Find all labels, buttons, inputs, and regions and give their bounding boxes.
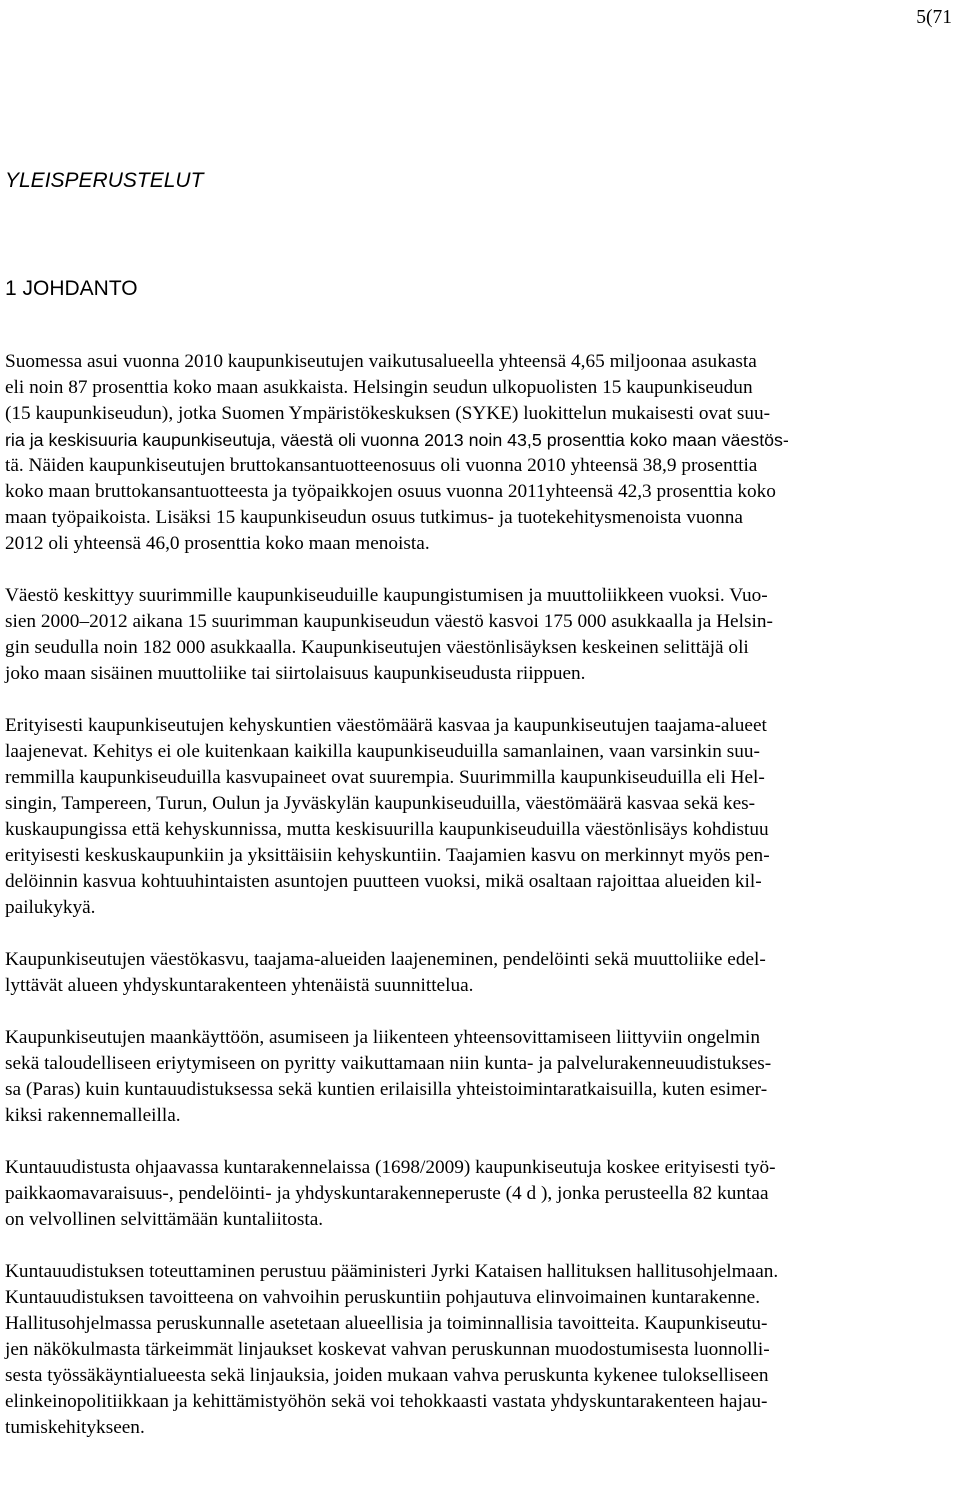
text-line: tä. Näiden kaupunkiseutujen bruttokansantuotteenosuus oli vuonna 2010 yhteensä 38,9 prosenttia: [5, 455, 758, 476]
text-line: eli noin 87 prosenttia koko maan asukkaista. Helsingin seudun ulkopuolisten 15 kaupunkiseudun: [5, 377, 753, 398]
text-line: Kuntauudistuksen tavoitteena on vahvoihin peruskuntiin pohjautuva elinvoimainen kuntarakenne.: [5, 1287, 761, 1308]
text-line: delöinnin kasvua kohtuuhintaisten asuntojen puutteen vuoksi, mikä osaltaan rajoittaa alueiden kil-: [5, 871, 762, 892]
text-line: erityisesti keskuskaupunkiin ja yksittäisiin kehyskuntiin. Taajamien kasvu on merkinnyt myös pen-: [5, 845, 770, 866]
text-line: laajenevat. Kehitys ei ole kuitenkaan kaikilla kaupunkiseuduilla samanlainen, vaan varsinkin suu-: [5, 741, 760, 762]
text-line: Suomessa asui vuonna 2010 kaupunkiseutujen vaikutusalueella yhteensä 4,65 miljoonaa asukasta: [5, 351, 757, 372]
text-line: sien 2000–2012 aikana 15 suurimman kaupunkiseudun väestö kasvoi 175 000 asukkaalla ja Helsin-: [5, 611, 773, 632]
text-line: paikkaomavaraisuus-, pendelöinti- ja yhdyskuntarakenneperuste (4 d ), jonka perusteella 82 kuntaa: [5, 1183, 769, 1204]
text-line: Kuntauudistuksen toteuttaminen perustuu pääministeri Jyrki Kataisen hallituksen hallitusohjelmaan.: [5, 1261, 779, 1282]
text-line: ria ja keskisuuria kaupunkiseutuja, väestä oli vuonna 2013 noin 43,5 prosenttia koko maan väestös-: [5, 430, 789, 450]
paragraph: [5, 1259, 955, 1441]
page-number: 5(71: [916, 7, 952, 28]
text-line: on velvollinen selvittämään kuntaliitosta.: [5, 1209, 324, 1230]
paragraph: [5, 947, 955, 999]
text-line: Kuntauudistusta ohjaavassa kuntarakennelaissa (1698/2009) kaupunkiseutuja koskee erityisesti työ-: [5, 1157, 776, 1178]
text-line: (15 kaupunkiseudun), jotka Suomen Ympäristökeskuksen (SYKE) luokittelun mukaisesti ovat suu-: [5, 403, 771, 424]
text-line: pailukykyä.: [5, 897, 96, 918]
paragraph: [5, 1155, 955, 1233]
text-line: singin, Tampereen, Turun, Oulun ja Jyväskylän kaupunkiseuduilla, väestömäärä kasvaa sekä kes-: [5, 793, 756, 814]
text-line: sesta työssäkäyntialueesta sekä linjauksia, joiden mukaan vahva peruskunta kykenee tulokselliseen: [5, 1365, 769, 1386]
text-line: kuskaupungissa että kehyskunnissa, mutta keskisuurilla kaupunkiseuduilla väestönlisäys kohdistuu: [5, 819, 769, 840]
paragraph: [5, 583, 955, 687]
body-text: [5, 349, 955, 1441]
chapter-heading: 1 JOHDANTO: [5, 277, 138, 300]
text-line: Kaupunkiseutujen maankäyttöön, asumiseen ja liikenteen yhteensovittamiseen liittyviin ongelmin: [5, 1027, 761, 1048]
text-line: tumiskehitykseen.: [5, 1417, 145, 1438]
text-line: remmilla kaupunkiseuduilla kasvupaineet ovat suurempia. Suurimmilla kaupunkiseuduilla eli Hel-: [5, 767, 765, 788]
paragraph: [5, 349, 955, 557]
text-line: maan työpaikoista. Lisäksi 15 kaupunkiseudun osuus tutkimus- ja tuotekehitysmenoista vuonna: [5, 507, 743, 528]
text-line: koko maan bruttokansantuotteesta ja työpaikkojen osuus vuonna 2011yhteensä 42,3 prosenttia koko: [5, 481, 776, 502]
text-line: joko maan sisäinen muuttoliike tai siirtolaisuus kaupunkiseudusta riippuen.: [5, 663, 586, 684]
text-line: gin seudulla noin 182 000 asukkaalla. Kaupunkiseutujen väestönlisäyksen keskeinen selittäjä oli: [5, 637, 749, 658]
text-line: Kaupunkiseutujen väestökasvu, taajama-alueiden laajeneminen, pendelöinti sekä muuttoliike edel-: [5, 949, 766, 970]
text-line: Erityisesti kaupunkiseutujen kehyskuntien väestömäärä kasvaa ja kaupunkiseutujen taajama-alueet: [5, 715, 767, 736]
text-line: Hallitusohjelmassa peruskunnalle asetetaan alueellisia ja toiminnallisia tavoitteita. Kaupunkiseutu-: [5, 1313, 768, 1334]
text-line: jen näkökulmasta tärkeimmät linjaukset koskevat vahvan peruskunnan muodostumisesta luonnolli-: [5, 1339, 770, 1360]
text-line: sa (Paras) kuin kuntauudistuksessa sekä kuntien erilaisilla yhteistoimintaratkaisuilla, kuten esimer-: [5, 1079, 768, 1100]
text-line: elinkeinopolitiikkaan ja kehittämistyöhön sekä voi tehokkaasti vastata yhdyskuntarakenteen hajau-: [5, 1391, 768, 1412]
text-line: lyttävät alueen yhdyskuntarakenteen yhtenäistä suunnittelua.: [5, 975, 474, 996]
text-line: kiksi rakennemalleilla.: [5, 1105, 181, 1126]
section-label: YLEISPERUSTELUT: [5, 169, 204, 192]
paragraph: [5, 1025, 955, 1129]
text-line: Väestö keskittyy suurimmille kaupunkiseuduille kaupungistumisen ja muuttoliikkeen vuoksi. Vuo-: [5, 585, 768, 606]
paragraph: [5, 713, 955, 921]
text-line: sekä taloudelliseen eriytymiseen on pyritty vaikuttamaan niin kunta- ja palvelurakenneuudistukses-: [5, 1053, 772, 1074]
text-line: 2012 oli yhteensä 46,0 prosenttia koko maan menoista.: [5, 533, 430, 554]
